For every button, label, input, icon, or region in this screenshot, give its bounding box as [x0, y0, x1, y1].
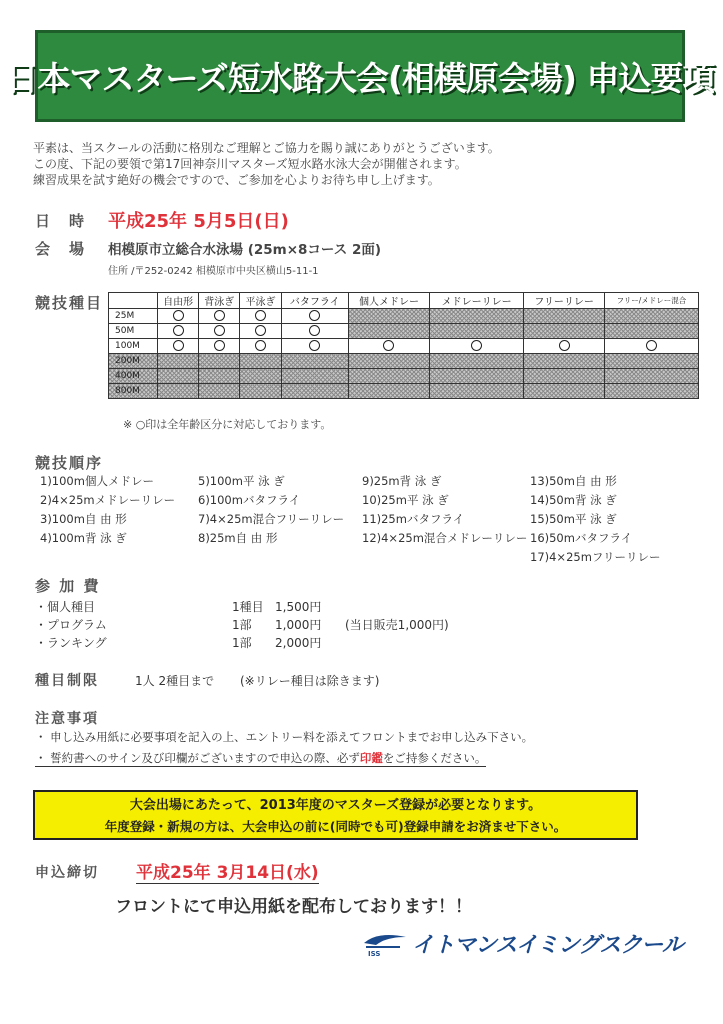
- order-item: 16)50mバタフライ: [530, 531, 633, 545]
- order-column-4: [530, 472, 660, 567]
- wave-logo-icon: [362, 931, 408, 957]
- events-col-header: 背泳ぎ: [199, 293, 240, 309]
- event-unavailable-cell: [524, 354, 605, 369]
- fee-name: ・個人種目: [35, 600, 96, 614]
- event-unavailable-cell: [348, 309, 429, 324]
- event-available-cell: [348, 339, 429, 354]
- event-unavailable-cell: [348, 369, 429, 384]
- order-item: 12)4×25m混合メドレーリレー: [362, 531, 528, 545]
- event-available-cell: [604, 339, 698, 354]
- events-row: [109, 384, 699, 399]
- order-item: 6)100mバタフライ: [198, 493, 301, 507]
- fee-name: ・ランキング: [35, 636, 107, 650]
- events-row: [109, 339, 699, 354]
- circle-mark-icon: [214, 310, 225, 321]
- events-corner: [109, 293, 158, 309]
- events-col-header: 自由形: [158, 293, 199, 309]
- circle-mark-icon: [309, 325, 320, 336]
- order-item: 3)100m自 由 形: [40, 512, 127, 526]
- venue-value: 相模原市立総合水泳場 (25m×8コース 2面): [108, 242, 382, 258]
- circle-mark-icon: [173, 340, 184, 351]
- notes-line-2-end: をご持参ください。: [382, 751, 487, 765]
- event-unavailable-cell: [158, 384, 199, 399]
- circle-mark-icon: [214, 325, 225, 336]
- events-body: [109, 309, 699, 399]
- fees-label: 参 加 費: [35, 577, 101, 595]
- venue-address: 住所 /〒252-0242 相模原市中央区横山5-11-1: [108, 266, 319, 277]
- order-column-1: [40, 472, 175, 548]
- events-row: [109, 309, 699, 324]
- event-unavailable-cell: [430, 369, 524, 384]
- order-column-2: [198, 472, 344, 548]
- circle-mark-icon: [383, 340, 394, 351]
- event-unavailable-cell: [604, 369, 698, 384]
- event-unavailable-cell: [604, 354, 698, 369]
- events-distance: 25M: [109, 309, 158, 324]
- notice-line: 年度登録・新規の方は、大会申込の前に(同時でも可)登録申請をお済ませ下さい。: [104, 819, 567, 834]
- circle-mark-icon: [255, 325, 266, 336]
- venue-label: 会 場: [35, 240, 87, 258]
- event-unavailable-cell: [240, 384, 281, 399]
- event-unavailable-cell: [430, 309, 524, 324]
- event-unavailable-cell: [240, 369, 281, 384]
- event-available-cell: [524, 339, 605, 354]
- event-unavailable-cell: [240, 354, 281, 369]
- intro-paragraph: [33, 140, 500, 188]
- intro-line: 練習成果を試す絶好の機会ですので、ご参加を心よりお待ち申し上げます。: [33, 173, 440, 187]
- fee-price: 1,000円: [275, 618, 322, 632]
- circle-mark-icon: [173, 325, 184, 336]
- event-unavailable-cell: [604, 384, 698, 399]
- notes-line-1: ・ 申し込み用紙に必要事項を記入の上、エントリー料を添えてフロントまでお申し込み下さい。: [35, 730, 534, 744]
- notes-line-2-text: ・ 誓約書へのサイン及び印欄がございますので申込の際、必ず: [35, 751, 360, 765]
- events-col-header: フリーリレー: [524, 293, 605, 309]
- events-distance: 200M: [109, 354, 158, 369]
- order-item: 7)4×25m混合フリーリレー: [198, 512, 345, 526]
- event-unavailable-cell: [348, 384, 429, 399]
- event-unavailable-cell: [281, 369, 348, 384]
- event-available-cell: [158, 339, 199, 354]
- events-col-header: フリー/メドレー混合: [604, 293, 698, 309]
- order-item: 8)25m自 由 形: [198, 531, 278, 545]
- fee-name: ・プログラム: [35, 618, 107, 632]
- circle-mark-icon: [173, 310, 184, 321]
- distribution-text: フロントにて申込用紙を配布しております！！: [115, 897, 472, 917]
- events-distance: 50M: [109, 324, 158, 339]
- circle-mark-icon: [559, 340, 570, 351]
- logo-mark-text: ISS: [368, 949, 381, 957]
- date-value: 平成25年 5月5日(日): [108, 211, 289, 232]
- event-unavailable-cell: [524, 384, 605, 399]
- order-item: 4)100m背 泳 ぎ: [40, 531, 127, 545]
- limit-value: 1人 2種目まで: [135, 674, 215, 688]
- events-col-header: メドレーリレー: [430, 293, 524, 309]
- event-unavailable-cell: [430, 384, 524, 399]
- events-row: [109, 369, 699, 384]
- title-banner: [5, 30, 715, 122]
- order-item: 13)50m自 由 形: [530, 474, 617, 488]
- event-available-cell: [199, 339, 240, 354]
- fee-extra: (当日販売1,000円): [345, 618, 449, 632]
- order-label: 競技順序: [35, 454, 104, 472]
- events-note: ※ ○印は全年齢区分に対応しております。: [123, 418, 332, 431]
- events-label: 競技種目: [35, 294, 104, 312]
- events-table: [108, 292, 699, 399]
- events-row: [109, 324, 699, 339]
- deadline-value: 平成25年 3月14日(水): [136, 858, 319, 884]
- circle-mark-icon: [309, 340, 320, 351]
- notice-line: 大会出場にあたって、2013年度のマスターズ登録が必要となります。: [129, 798, 542, 813]
- limit-label: 種目制限: [35, 673, 99, 689]
- events-distance: 400M: [109, 369, 158, 384]
- event-unavailable-cell: [199, 369, 240, 384]
- event-unavailable-cell: [348, 324, 429, 339]
- fee-unit: 1部: [232, 618, 252, 632]
- event-unavailable-cell: [604, 309, 698, 324]
- events-distance: 800M: [109, 384, 158, 399]
- event-unavailable-cell: [281, 354, 348, 369]
- event-available-cell: [240, 339, 281, 354]
- intro-line: 平素は、当スクールの活動に格別なご理解とご協力を賜り誠にありがとうございます。: [33, 141, 500, 155]
- page-title: 日本マスターズ短水路大会(相模原会場) 申込要項: [5, 58, 715, 98]
- deadline-label: 申込締切: [35, 865, 99, 881]
- date-label: 日 時: [35, 212, 87, 230]
- order-item: 10)25m平 泳 ぎ: [362, 493, 449, 507]
- order-item: 15)50m平 泳 ぎ: [530, 512, 617, 526]
- logo-text: イトマンスイミングスクール: [412, 933, 683, 958]
- events-header-row: [109, 293, 699, 309]
- event-unavailable-cell: [199, 384, 240, 399]
- event-unavailable-cell: [524, 309, 605, 324]
- event-available-cell: [281, 324, 348, 339]
- event-unavailable-cell: [430, 354, 524, 369]
- order-item: 14)50m背 泳 ぎ: [530, 493, 617, 507]
- fee-unit: 1部: [232, 636, 252, 650]
- events-distance: 100M: [109, 339, 158, 354]
- order-item: 1)100m個人メドレー: [40, 474, 154, 488]
- fee-price: 2,000円: [275, 636, 322, 650]
- circle-mark-icon: [646, 340, 657, 351]
- circle-mark-icon: [309, 310, 320, 321]
- notes-label: 注意事項: [35, 711, 99, 727]
- event-unavailable-cell: [348, 354, 429, 369]
- events-row: [109, 354, 699, 369]
- limit-note: (※リレー種目は除きます): [240, 674, 380, 688]
- events-col-header: 平泳ぎ: [240, 293, 281, 309]
- event-available-cell: [158, 309, 199, 324]
- notes-seal-text: 印鑑: [359, 751, 383, 765]
- event-unavailable-cell: [524, 369, 605, 384]
- event-available-cell: [281, 309, 348, 324]
- order-item: 9)25m背 泳 ぎ: [362, 474, 442, 488]
- fee-row: [35, 598, 95, 615]
- events-col-header: 個人メドレー: [348, 293, 429, 309]
- order-item: 5)100m平 泳 ぎ: [198, 474, 285, 488]
- event-available-cell: [430, 339, 524, 354]
- order-item: 2)4×25mメドレーリレー: [40, 493, 176, 507]
- event-available-cell: [199, 309, 240, 324]
- event-unavailable-cell: [199, 354, 240, 369]
- school-logo: [362, 928, 683, 959]
- event-available-cell: [240, 309, 281, 324]
- order-item: 11)25mバタフライ: [362, 512, 465, 526]
- intro-line: この度、下記の要領で第17回神奈川マスターズ短水路水泳大会が開催されます。: [33, 157, 467, 171]
- order-column-3: [362, 472, 527, 548]
- event-unavailable-cell: [430, 324, 524, 339]
- events-col-header: バタフライ: [281, 293, 348, 309]
- event-unavailable-cell: [281, 384, 348, 399]
- circle-mark-icon: [471, 340, 482, 351]
- event-unavailable-cell: [524, 324, 605, 339]
- event-available-cell: [240, 324, 281, 339]
- order-item: 17)4×25mフリーリレー: [530, 550, 661, 564]
- circle-mark-icon: [214, 340, 225, 351]
- circle-mark-icon: [255, 340, 266, 351]
- notes-line-2: [35, 750, 486, 767]
- event-available-cell: [199, 324, 240, 339]
- event-available-cell: [281, 339, 348, 354]
- event-unavailable-cell: [604, 324, 698, 339]
- event-unavailable-cell: [158, 354, 199, 369]
- event-available-cell: [158, 324, 199, 339]
- fee-unit: 1種目: [232, 600, 264, 614]
- fee-price: 1,500円: [275, 600, 322, 614]
- circle-mark-icon: [255, 310, 266, 321]
- event-unavailable-cell: [158, 369, 199, 384]
- registration-notice: [33, 790, 638, 840]
